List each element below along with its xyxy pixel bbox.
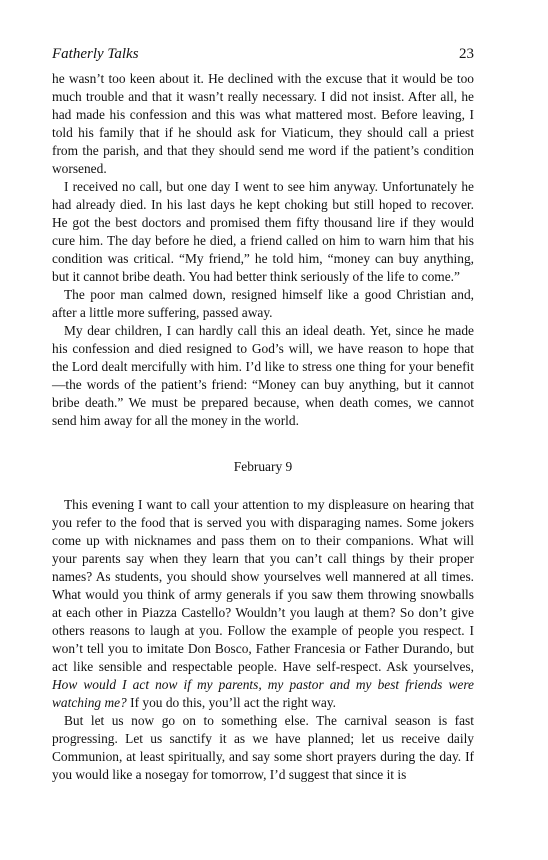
paragraph-nicknames-text-1: This evening I want to call your attention to my displeasure on hearing that you refer to the food that is served you with disparaging names. Some jokers come up with nicknames and pass them on to their companions. What will your parents say when they learn that you can’t call things by their proper names? As students, you should show yourselves well mannered at all times. What would you think of army generals if you saw them throwing snowballs at each other in Piazza Castello? Wouldn’t you laugh at them? So don’t give others reasons to laugh at you. Follow the example of people you respect. I won’t tell you to imitate Don Bosco, Father Francesia or Father Durando, but act like sensible and respectable people. Have self-respect. Ask yourselves, (52, 497, 474, 674)
section-date-heading: February 9 (233, 459, 293, 474)
paragraph-continuation: he wasn’t too keen about it. He declined with the excuse that it would be too much trouble and that it wasn’t really necessary. I did not insist. After all, he had made his confession and this was what mattered most. Before leaving, I told his family that if he should ask for Viaticum, they should call a priest from the parish, and that they should send me word if the patient’s condition worsened. (52, 71, 474, 176)
paragraph-passing: The poor man calmed down, resigned himself like a good Christian and, after a little more suffering, passed away. (52, 287, 474, 320)
paragraph-nicknames (52, 496, 474, 712)
paragraph-lesson: My dear children, I can hardly call this an ideal death. Yet, since he made his confession and died resigned to God’s will, we have reason to hope that the Lord dealt mercifully with him. I’d like to stress one thing for your benefit—the words of the patient’s friend: “Money can buy anything, but it cannot bribe death.” We must be prepared because, when death comes, we cannot send him away for all the money in the world. (52, 323, 474, 428)
paragraph-nicknames-italic-question: How would I act now if my parents, my pastor and my best friends were watching me? (52, 677, 474, 710)
running-title: Fatherly Talks (52, 46, 139, 62)
book-page (52, 46, 474, 784)
paragraph-visit: I received no call, but one day I went to see him anyway. Unfortunately he had already died. In his last days he kept choking but still hoped to recover. He got the best doctors and promised them fifty thousand lire if they would cure him. The day before he died, a friend called on him to warn him that his condition was critical. “My friend,” he told him, “money can buy anything, but it cannot bribe death. You had better think seriously of the life to come.” (52, 179, 474, 284)
page-number: 23 (459, 46, 474, 62)
paragraph-nicknames-text-2: If you do this, you’ll act the right way. (126, 695, 337, 710)
paragraph-carnival: But let us now go on to something else. The carnival season is fast progressing. Let us sanctify it as we have planned; let us receive daily Communion, at least spiritually, and say some short prayers during the day. If you would like a nosegay for tomorrow, I’d suggest that since it is (52, 713, 474, 782)
running-head (52, 46, 474, 70)
